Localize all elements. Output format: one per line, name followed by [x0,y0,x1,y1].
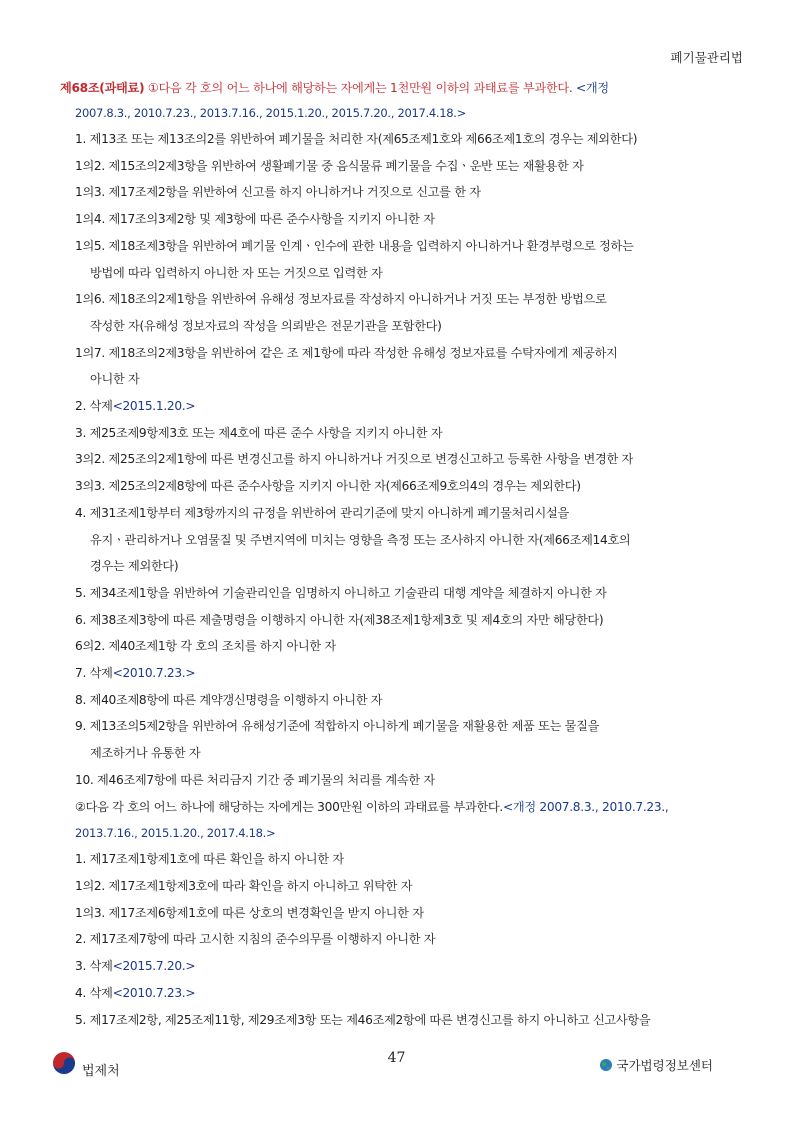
list-item-text: 1의2. 제17조제1항제3호에 따라 확인을 하지 아니하고 위탁한 자 [75,878,413,893]
list-item-continuation: 아니한 자 [90,372,140,387]
list-item [60,233,750,286]
list-item [60,926,750,953]
list-item [60,873,750,900]
paragraph-2-amendment-open: <개정 2007.8.3., 2010.7.23., [502,799,669,814]
list-item [60,767,750,794]
list-item [60,713,750,766]
list-item-amendment: <2010.7.23.> [112,666,196,681]
list-item-text: 3. 삭제 [75,959,113,974]
article-title: 제68조(과태료) [60,81,145,95]
page-header-law-name: 폐기물관리법 [670,50,743,65]
list-item [60,206,750,233]
list-item-continuation: 방법에 따라 입력하지 아니한 자 또는 거짓으로 입력한 자 [90,265,383,280]
list-item-text: 1. 제13조 또는 제13조의2를 위반하여 폐기물을 처리한 자(제65조제1호와 제66조제1호의 경우는 제외한다) [75,132,638,146]
list-item-text: 8. 제40조제8항에 따른 계약갱신명령을 이행하지 아니한 자 [75,692,383,707]
list-item-amendment: <2010.7.23.> [112,985,196,1000]
footer-right-label: 국가법령정보센터 [616,1058,713,1073]
document-body [60,76,750,1033]
list-item-continuation: 유지ㆍ관리하거나 오염물질 및 주변지역에 미치는 영향을 측정 또는 조사하지 아니한 자(제66조제14호의 [90,532,631,547]
amendment-note-dates: 2007.8.3., 2010.7.23., 2013.7.16., 2015.1.20., 2015.7.20., 2017.4.18.> [75,106,466,120]
list-item-text: 1의7. 제18조의2제3항을 위반하여 같은 조 제1항에 따라 작성한 유해성 정보자료를 수탁자에게 제공하지 [75,345,618,360]
list-item [60,580,750,607]
list-item-text: 1의6. 제18조의2제1항을 위반하여 유해성 정보자료를 작성하지 아니하거나 거짓 또는 부정한 방법으로 [75,292,607,307]
amendment-note-open: <개정 [575,81,609,95]
list-item [60,953,750,980]
list-item-text: 1의3. 제17조제6항제1호에 따른 상호의 변경확인을 받지 아니한 자 [75,905,424,920]
list-item-text: 4. 삭제 [75,985,113,1000]
paragraph-2-items [60,846,750,1033]
list-item [60,446,750,473]
list-item-text: 5. 제34조제1항을 위반하여 기술관리인을 임명하지 아니하고 기술관리 대행 계약을 체결하지 아니한 자 [75,585,607,600]
list-item [60,500,750,580]
globe-icon [599,1058,613,1072]
paragraph-2-amendment-dates: 2013.7.16., 2015.1.20., 2017.4.18.> [75,826,276,841]
list-item [60,660,750,687]
list-item-text: 6. 제38조제3항에 따른 제출명령을 이행하지 아니한 자(제38조제1항제3호 및 제4호의 자만 해당한다) [75,612,604,627]
list-item [60,846,750,873]
list-item-amendment: <2015.7.20.> [112,959,196,974]
list-item-text: 3의2. 제25조의2제1항에 따른 변경신고를 하지 아니하거나 거짓으로 변경신고하고 등록한 사항을 변경한 자 [75,452,634,467]
list-item [60,286,750,339]
list-item-text: 7. 삭제 [75,666,113,681]
list-item-text: 9. 제13조의5제2항을 위반하여 유해성기준에 적합하지 아니하게 폐기물을 재활용한 제품 또는 물질을 [75,719,600,734]
list-item [60,393,750,420]
list-item-text: 1의3. 제17조제2항을 위반하여 신고를 하지 아니하거나 거짓으로 신고를 한 자 [75,185,481,200]
list-item [60,153,750,180]
list-item-text: 1의4. 제17조의3제2항 및 제3항에 따른 준수사항을 지키지 아니한 자 [75,212,435,227]
footer-law-center [599,1056,713,1074]
list-item [60,633,750,660]
paragraph-1-intro: ①다음 각 호의 어느 하나에 해당하는 자에게는 1천만원 이하의 과태료를 부과한다. [147,81,573,95]
article-heading [60,76,750,100]
page-number: 47 [387,1050,406,1066]
list-item [60,340,750,393]
list-item-text: 2. 제17조제7항에 따라 고시한 지침의 준수의무를 이행하지 아니한 자 [75,932,436,947]
list-item-continuation: 경우는 제외한다) [90,559,179,574]
list-item-text: 5. 제17조제2항, 제25조제11항, 제29조제3항 또는 제46조제2항에 따른 변경신고를 하지 아니하고 신고사항을 [75,1012,651,1027]
list-item-text: 3의3. 제25조의2제8항에 따른 준수사항을 지키지 아니한 자(제66조제9호의4의 경우는 제외한다) [75,479,581,494]
paragraph-2-intro: ②다음 각 호의 어느 하나에 해당하는 자에게는 300만원 이하의 과태료를 부과한다. [75,799,503,814]
footer-left-label: 법제처 [82,1064,120,1079]
list-item [60,420,750,447]
list-item [60,473,750,500]
list-item-amendment: <2015.1.20.> [112,399,196,414]
list-item-text: 10. 제46조제7항에 따른 처리금지 기간 중 폐기물의 처리를 계속한 자 [75,772,435,787]
list-item [60,607,750,634]
list-item [60,900,750,927]
list-item-text: 2. 삭제 [75,399,113,414]
paragraph-2-heading [60,794,750,821]
list-item-text: 3. 제25조제9항제3호 또는 제4호에 따른 준수 사항을 지키지 아니한 자 [75,425,443,440]
list-item-continuation: 제조하거나 유통한 자 [90,746,201,761]
page-footer [0,1046,793,1086]
list-item [60,687,750,714]
paragraph-1-items [60,126,750,794]
list-item-text: 1. 제17조제1항제1호에 따른 확인을 하지 아니한 자 [75,852,344,867]
list-item-continuation: 작성한 자(유해성 정보자료의 작성을 의뢰받은 전문기관을 포함한다) [90,318,442,333]
list-item-text: 6의2. 제40조제1항 각 호의 조치를 하지 아니한 자 [75,639,336,654]
list-item-text: 4. 제31조제1항부터 제3항까지의 규정을 위반하여 관리기준에 맞지 아니하게 폐기물처리시설을 [75,505,569,520]
list-item [60,126,750,153]
list-item-text: 1의2. 제15조의2제3항을 위반하여 생활폐기물 중 음식물류 폐기물을 수집ㆍ운반 또는 재활용한 자 [75,158,584,173]
list-item-text: 1의5. 제18조제3항을 위반하여 폐기물 인계ㆍ인수에 관한 내용을 입력하지 아니하거나 환경부령으로 정하는 [75,238,634,253]
list-item [60,980,750,1007]
list-item [60,179,750,206]
list-item [60,1007,750,1034]
